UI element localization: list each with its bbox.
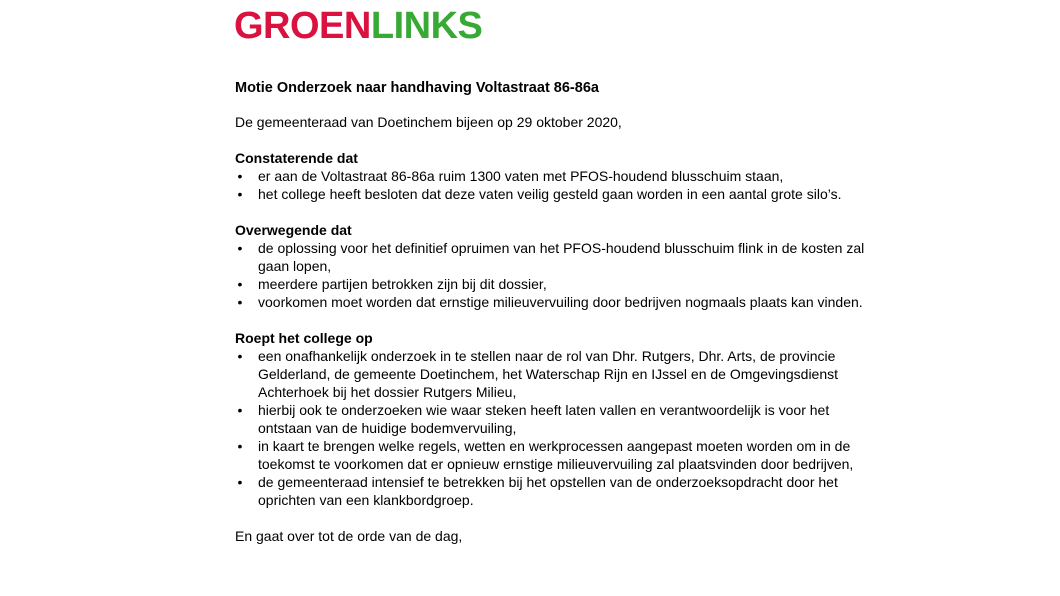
bullet-list: [235, 167, 875, 203]
list-item-text: voorkomen moet worden dat ernstige milieuvervuiling door bedrijven nogmaals plaats kan vinden.: [258, 294, 863, 310]
section-overwegende: [235, 221, 875, 311]
bullet-icon: •: [237, 186, 243, 202]
list-item-text: de oplossing voor het definitief opruimen van het PFOS-houdend blusschuim flink in de kosten zal gaan lopen,: [258, 240, 865, 274]
motion-title: Motie Onderzoek naar handhaving Voltastraat 86-86a: [235, 80, 599, 96]
list-item: [235, 347, 875, 401]
list-item: [235, 293, 875, 311]
bullet-icon: •: [237, 276, 243, 292]
section-heading: Overwegende dat: [235, 222, 352, 238]
list-item-text: in kaart te brengen welke regels, wetten en werkprocessen aangepast moeten worden om in de toekomst te voorkomen dat er opnieuw ernstige milieuvervuiling zal plaatsvinden door bedrijven,: [258, 438, 854, 472]
list-item-text: hierbij ook te onderzoeken wie waar steken heeft laten vallen en verantwoordelijk is voor het ontstaan van de huidige bodemvervuiling,: [258, 402, 830, 436]
list-item-text: het college heeft besloten dat deze vaten veilig gesteld gaan worden in een aantal grote silo’s.: [258, 186, 842, 202]
section-constaterende: [235, 149, 875, 203]
bullet-icon: •: [237, 474, 243, 490]
section-heading: Roept het college op: [235, 330, 373, 346]
list-item-text: de gemeenteraad intensief te betrekken bij het opstellen van de onderzoeksopdracht door het oprichten van een klankbordgroep.: [258, 474, 838, 508]
bullet-icon: •: [237, 294, 243, 310]
bullet-icon: •: [237, 240, 243, 256]
logo-text-groen: GROEN: [234, 5, 371, 47]
list-item-text: een onafhankelijk onderzoek in te stellen naar de rol van Dhr. Rutgers, Dhr. Arts, de provincie Gelderland, de gemeente Doetinchem, het Waterschap Rijn en IJssel en de Omgevingsdienst Achterhoek bij het dossier Rutgers Milieu,: [258, 348, 839, 400]
list-item-text: er aan de Voltastraat 86-86a ruim 1300 vaten met PFOS-houdend blusschuim staan,: [258, 168, 784, 184]
list-item: [235, 401, 875, 437]
section-roept-op: [235, 329, 875, 509]
bullet-icon: •: [237, 168, 243, 184]
list-item: [235, 437, 875, 473]
groenlinks-logo: [234, 4, 482, 48]
list-item: [235, 239, 875, 275]
motion-closing: En gaat over tot de orde van de dag,: [235, 528, 463, 544]
list-item: [235, 185, 875, 203]
motion-intro: De gemeenteraad van Doetinchem bijeen op 29 oktober 2020,: [235, 114, 622, 130]
list-item: [235, 275, 875, 293]
list-item-text: meerdere partijen betrokken zijn bij dit dossier,: [258, 276, 547, 292]
list-item: [235, 473, 875, 509]
motion-body: [235, 79, 875, 545]
section-heading: Constaterende dat: [235, 150, 358, 166]
logo-text-links: LINKS: [370, 5, 483, 47]
bullet-icon: •: [237, 402, 243, 418]
bullet-list: [235, 347, 875, 509]
bullet-icon: •: [237, 438, 243, 454]
list-item: [235, 167, 875, 185]
bullet-list: [235, 239, 875, 311]
bullet-icon: •: [237, 348, 243, 364]
